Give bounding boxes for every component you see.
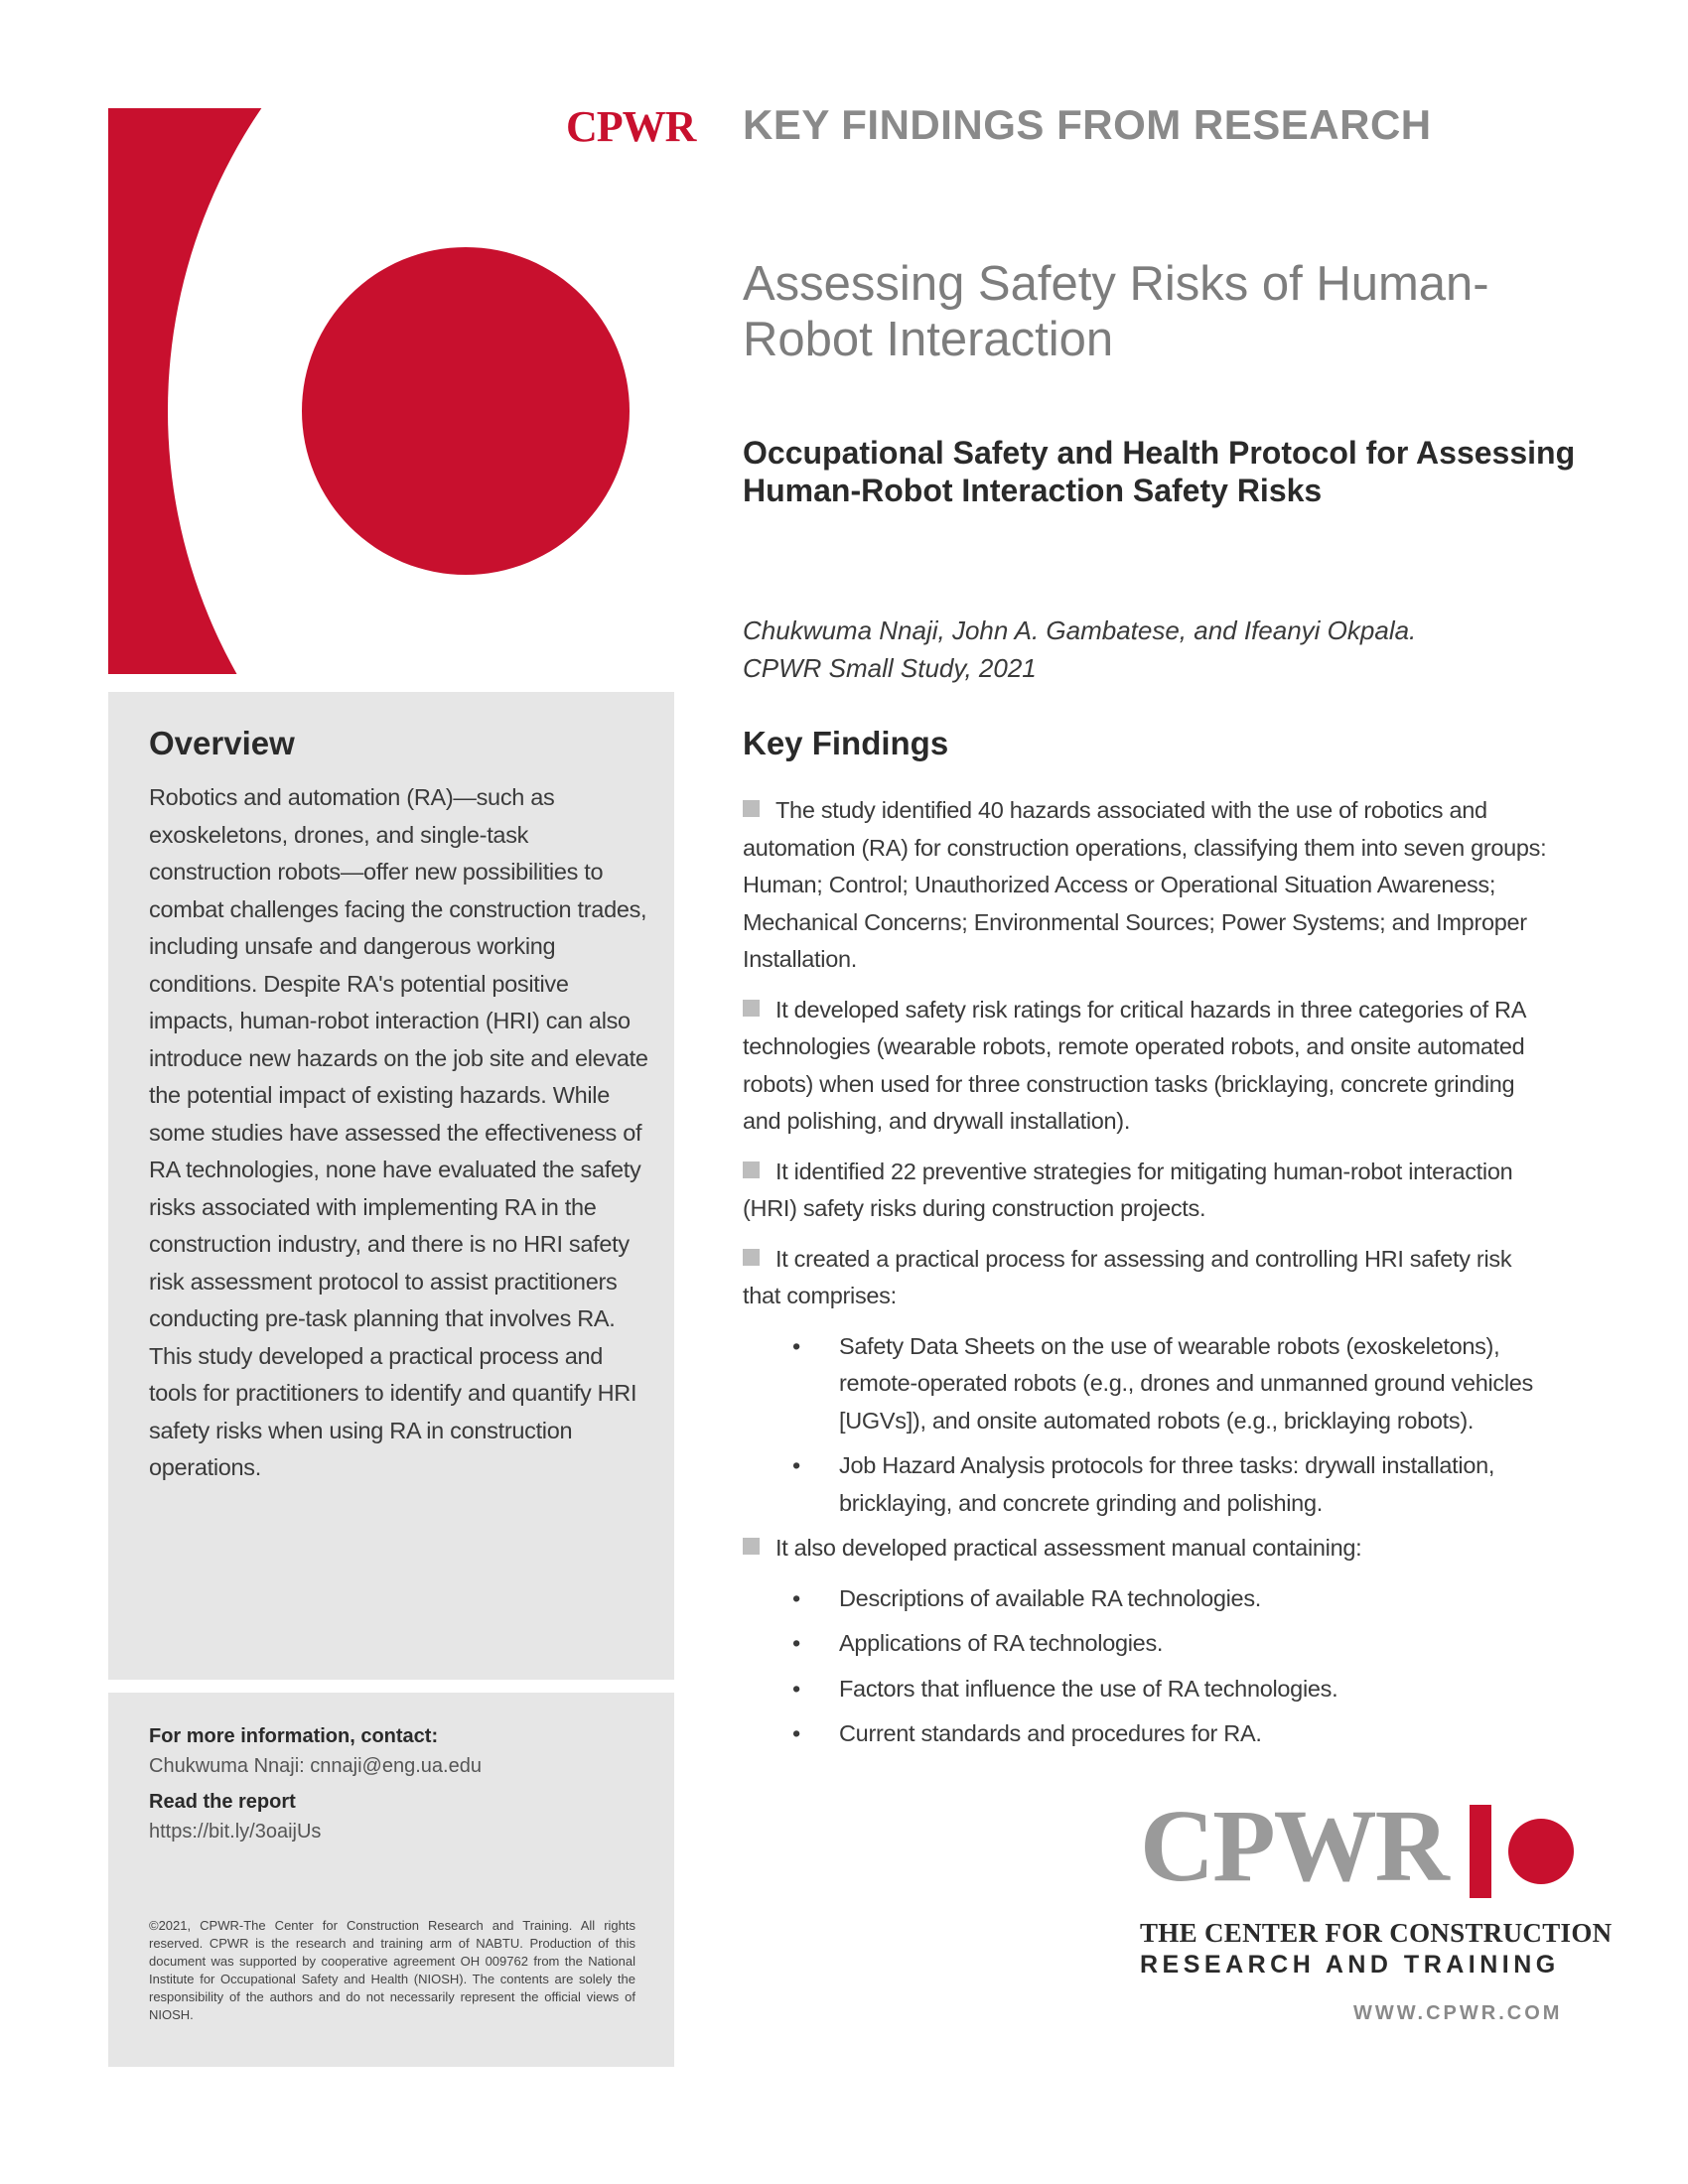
contact-heading: For more information, contact: <box>149 1725 439 1747</box>
finding-subitem <box>743 1328 1552 1440</box>
square-bullet-icon <box>743 800 760 817</box>
finding-subitem-text: Current standards and procedures for RA. <box>839 1720 1262 1746</box>
finding-text: It developed safety risk ratings for critical hazards in three categories of RA technologies (wearable robots, remote operated robots, and onsite automated robots) when used for three construction tasks (bricklaying, concrete grinding and polishing, and drywall installation). <box>743 996 1525 1134</box>
finding-text: It created a practical process for assessing and controlling HRI safety risk that comprises: <box>743 1245 1512 1308</box>
finding-subitem <box>743 1580 1552 1618</box>
finding-subitem <box>743 1671 1552 1708</box>
finding-sublist <box>743 1328 1552 1523</box>
report-link[interactable]: https://bit.ly/3oaijUs <box>149 1821 322 1843</box>
finding-text: It identified 22 preventive strategies for mitigating human-robot interaction (HRI) safety risks during construction projects. <box>743 1158 1513 1221</box>
finding-subitem <box>743 1447 1552 1522</box>
logo-mark-icon <box>1470 1805 1577 1898</box>
bullet-dot-icon: • <box>792 1332 800 1359</box>
key-findings-list <box>743 792 1552 1761</box>
square-bullet-icon <box>743 1000 760 1017</box>
copyright-notice: ©2021, CPWR-The Center for Construction Research and Training. All rights reserved. CPWR is the research and training arm of NABTU. Production of this document was supported by cooperative agreement OH 009762 from the National Institute for Occupational Safety and Health (NIOSH). The contents are solely the responsibility of the authors and do not necessarily represent the official views of NIOSH. <box>149 1918 635 2022</box>
logo-line-2: RESEARCH AND TRAINING <box>1140 1951 1560 1979</box>
overview-heading: Overview <box>149 725 295 761</box>
header-brand: CPWR <box>566 102 696 151</box>
finding-text: The study identified 40 hazards associated with the use of robotics and automation (RA) for construction operations, classifying them into seven groups: Human; Control; Unauthorized Access or Operational Situation Awareness; Mechanical Concerns; Environmental Sources; Power Systems; and Improper Installation. <box>743 797 1547 972</box>
study-line: CPWR Small Study, 2021 <box>743 653 1037 683</box>
authors-line: Chukwuma Nnaji, John A. Gambatese, and Ifeanyi Okpala. <box>743 615 1417 645</box>
authors <box>743 612 1617 687</box>
square-bullet-icon <box>743 1161 760 1178</box>
finding-subitem-text: Factors that influence the use of RA technologies. <box>839 1675 1338 1702</box>
bullet-dot-icon: • <box>792 1720 800 1746</box>
finding-item <box>743 792 1552 979</box>
finding-item <box>743 1530 1552 1568</box>
finding-sublist <box>743 1580 1552 1753</box>
logo-wordmark: CPWR <box>1140 1789 1448 1903</box>
finding-subitem-text: Job Hazard Analysis protocols for three tasks: drywall installation, bricklaying, and concrete grinding and polishing. <box>839 1452 1495 1516</box>
finding-item <box>743 1241 1552 1315</box>
logo-url[interactable]: WWW.CPWR.COM <box>1353 2002 1563 2024</box>
bullet-dot-icon: • <box>792 1584 800 1611</box>
bullet-dot-icon: • <box>792 1452 800 1478</box>
page-subtitle: Occupational Safety and Health Protocol for Assessing Human-Robot Interaction Safety Risks <box>743 435 1576 508</box>
finding-subitem <box>743 1625 1552 1663</box>
square-bullet-icon <box>743 1538 760 1555</box>
finding-subitem-text: Applications of RA technologies. <box>839 1630 1164 1656</box>
finding-text: It also developed practical assessment manual containing: <box>775 1535 1362 1561</box>
logo-line-1: THE CENTER FOR CONSTRUCTION <box>1140 1918 1613 1948</box>
key-findings-heading: Key Findings <box>743 725 949 761</box>
finding-subitem <box>743 1715 1552 1753</box>
bullet-dot-icon: • <box>792 1675 800 1702</box>
square-bullet-icon <box>743 1249 760 1266</box>
report-heading: Read the report <box>149 1791 296 1813</box>
header-tagline: KEY FINDINGS FROM RESEARCH <box>743 101 1432 148</box>
bullet-dot-icon: • <box>792 1630 800 1656</box>
page-title: Assessing Safety Risks of Human-Robot Interaction <box>743 257 1489 366</box>
finding-subitem-text: Safety Data Sheets on the use of wearable robots (exoskeletons), remote-operated robots (e.g., drones and unmanned ground vehicles [UGVs]), and onsite automated robots (e.g., bricklaying robots). <box>839 1332 1534 1433</box>
contact-email[interactable]: Chukwuma Nnaji: cnnaji@eng.ua.edu <box>149 1755 482 1777</box>
finding-item <box>743 992 1552 1141</box>
finding-subitem-text: Descriptions of available RA technologies. <box>839 1584 1262 1611</box>
overview-body: Robotics and automation (RA)—such as exoskeletons, drones, and single-task construction robots—offer new possibilities to combat challenges facing the construction trades, including unsafe and dangerous working conditions. Despite RA's potential positive impacts, human-robot interaction (HRI) can also introduce new hazards on the job site and elevate the potential impact of existing hazards. While some studies have assessed the effectiveness of RA technologies, none have evaluated the safety risks associated with implementing RA in the construction industry, and there is no HRI safety risk assessment protocol to assist practitioners conducting pre-task planning that involves RA. This study developed a practical process and tools for practitioners to identify and quantify HRI safety risks when using RA in construction operations. <box>149 784 648 1480</box>
hero-graphic <box>108 108 674 674</box>
finding-item <box>743 1154 1552 1228</box>
